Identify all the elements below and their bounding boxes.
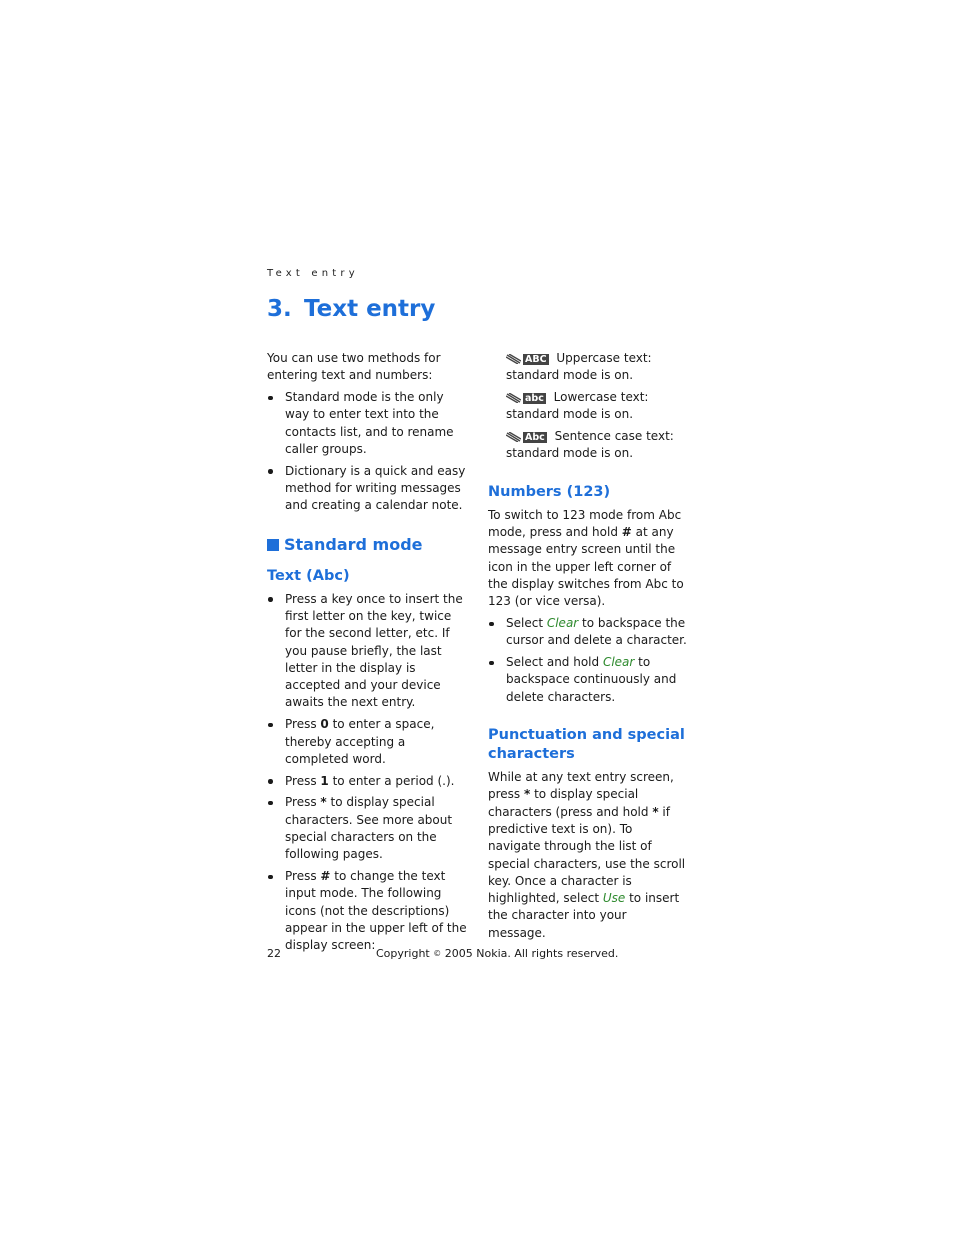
key-label: # bbox=[621, 525, 632, 540]
text: While at any text entry screen, press bbox=[488, 770, 674, 802]
subheading-numbers: Numbers (123) bbox=[488, 483, 611, 500]
text: To switch to 123 mode from Abc mode, press and hold bbox=[488, 507, 682, 540]
list-item: Standard mode is the only way to enter text into the contacts list, and to rename caller groups. bbox=[267, 389, 467, 458]
mode-item-lowercase bbox=[488, 389, 688, 424]
list-item bbox=[267, 868, 467, 954]
text: to display special characters (press and hold bbox=[488, 787, 653, 819]
pencil-icon bbox=[506, 432, 547, 443]
copyright-symbol: © bbox=[433, 949, 442, 958]
clear-list bbox=[488, 615, 688, 706]
text: Press bbox=[285, 773, 321, 788]
mode-description: Uppercase text: standard mode is on. bbox=[506, 351, 652, 383]
key-label: # bbox=[320, 869, 331, 884]
key-label: 0 bbox=[320, 717, 329, 732]
text: Press bbox=[285, 869, 321, 884]
list-item bbox=[267, 794, 467, 863]
mode-description: Lowercase text: standard mode is on. bbox=[506, 390, 649, 422]
mode-description: Sentence case text: standard mode is on. bbox=[506, 429, 674, 461]
list-item bbox=[267, 773, 467, 790]
subheading-punctuation: Punctuation and special characters bbox=[488, 727, 685, 763]
mode-badge: abc bbox=[525, 392, 544, 404]
pencil-icon bbox=[506, 393, 546, 404]
page-number: 22 bbox=[267, 947, 281, 960]
text: Select bbox=[506, 616, 547, 631]
mode-item-uppercase bbox=[488, 350, 688, 385]
methods-list bbox=[267, 389, 467, 515]
text: at any message entry screen until the icon in the upper left corner of the display switches from Abc to 123 (or vice versa). bbox=[488, 525, 684, 609]
copyright-notice bbox=[376, 947, 618, 960]
text: Press bbox=[285, 717, 321, 732]
key-label: * bbox=[524, 787, 531, 802]
punctuation-paragraph bbox=[488, 769, 688, 942]
chapter-title-text: Text entry bbox=[304, 296, 436, 322]
softkey-label: Use bbox=[602, 891, 626, 906]
list-item bbox=[488, 615, 688, 650]
mode-badge: Abc bbox=[525, 431, 545, 443]
text: Select and hold bbox=[506, 655, 603, 670]
intro-paragraph: You can use two methods for entering text and numbers: bbox=[267, 351, 441, 383]
text-abc-list bbox=[267, 591, 467, 955]
text: to backspace continuously and delete characters. bbox=[506, 655, 677, 704]
text: Press bbox=[285, 795, 321, 810]
key-label: * bbox=[652, 804, 659, 819]
list-item: Dictionary is a quick and easy method for writing messages and creating a calendar note. bbox=[267, 463, 467, 515]
left-column bbox=[267, 350, 467, 959]
softkey-label: Clear bbox=[546, 616, 579, 631]
text: to enter a period (.). bbox=[328, 773, 455, 788]
list-item bbox=[488, 654, 688, 706]
list-item bbox=[267, 716, 467, 768]
key-label: * bbox=[320, 795, 327, 810]
text: to display special characters. See more about special characters on the following pages. bbox=[285, 795, 453, 862]
key-label: 1 bbox=[320, 773, 329, 788]
subheading-text-abc: Text (Abc) bbox=[267, 567, 350, 584]
mode-badge: ABC bbox=[525, 353, 547, 365]
mode-item-sentence-case bbox=[488, 428, 688, 463]
text: to enter a space, thereby accepting a completed word. bbox=[285, 717, 435, 766]
list-item: Press a key once to insert the first letter on the key, twice for the second letter, etc. If you pause briefly, the last letter in the display is accepted and your device awaits the next entry. bbox=[267, 591, 467, 712]
numbers-paragraph bbox=[488, 507, 688, 611]
chapter-title bbox=[267, 296, 435, 322]
chapter-number: 3. bbox=[267, 296, 292, 322]
text: 2005 Nokia. All rights reserved. bbox=[441, 947, 619, 960]
text: to change the text input mode. The following icons (not the descriptions) appear in the upper left of the display screen: bbox=[285, 869, 467, 953]
text: to insert the character into your message. bbox=[488, 891, 680, 940]
text: to backspace the cursor and delete a character. bbox=[506, 616, 687, 648]
text: if predictive text is on). To navigate through the list of special characters, use the scroll key. Once a character is highlighted, select bbox=[488, 804, 686, 906]
square-bullet-icon bbox=[267, 539, 279, 551]
text: Copyright bbox=[376, 947, 434, 960]
softkey-label: Clear bbox=[602, 655, 635, 670]
section-heading-standard-mode bbox=[267, 535, 467, 555]
section-heading-text: Standard mode bbox=[284, 534, 423, 554]
right-column bbox=[488, 350, 688, 947]
running-header: Text entry bbox=[267, 268, 359, 279]
pencil-icon bbox=[506, 354, 549, 365]
